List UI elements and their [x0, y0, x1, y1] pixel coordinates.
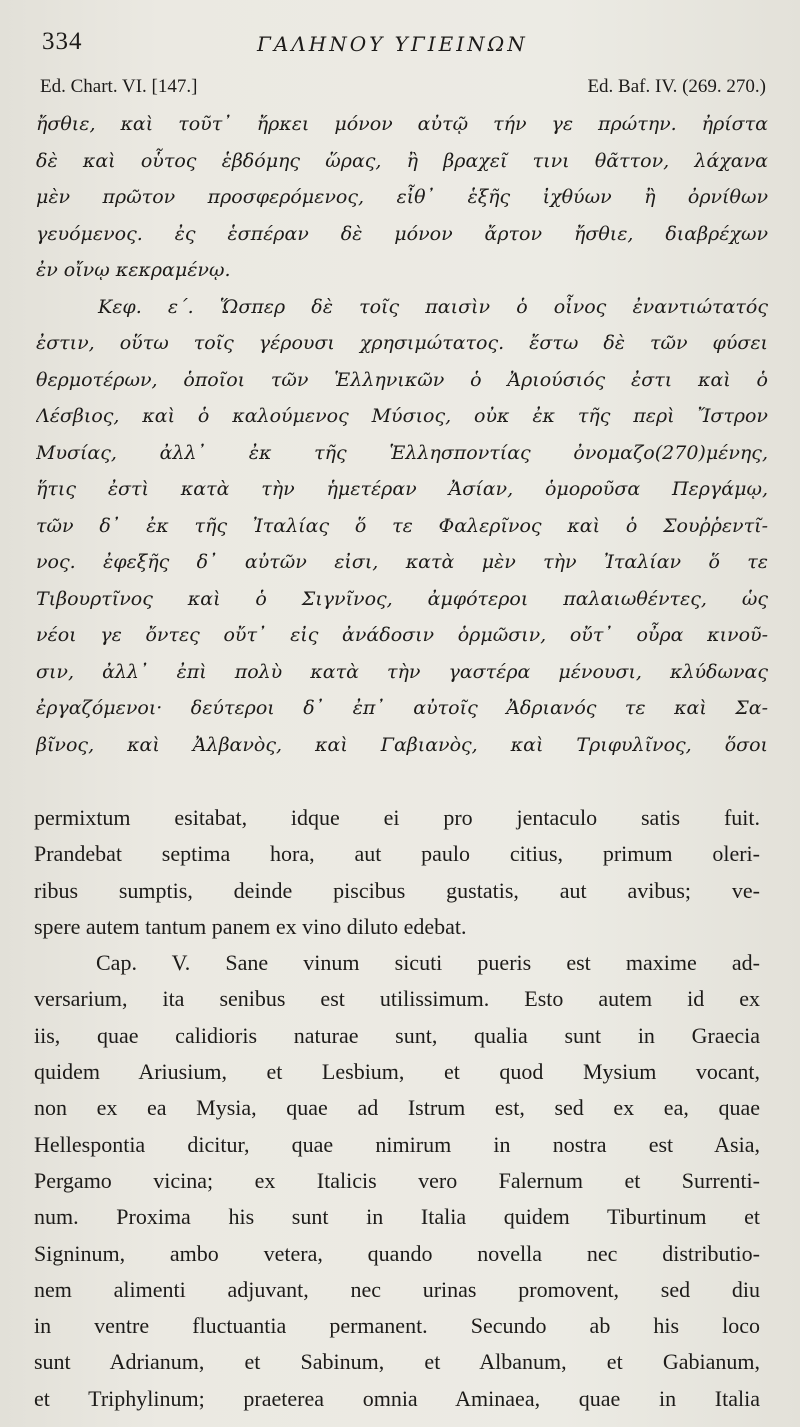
greek-line: νος. ἐφεξῆς δ᾽ αὐτῶν εἰσι, κατὰ μὲν τὴν Ἰταλίαν ὅ τε [36, 551, 768, 573]
latin-line: permixtum esitabat, idque ei pro jentaculo satis fuit. [34, 805, 760, 830]
latin-chapter-start-line: Cap. V. Sane vinum sicuti pueris est maxime ad- [96, 950, 760, 976]
latin-line: Pergamo vicina; ex Italicis vero Falernum et Surrenti- [34, 1167, 760, 1193]
greek-line: βῖνος, καὶ Ἀλβανὸς, καὶ Γαβιανὸς, καὶ Τριφυλῖνος, ὅσοι [36, 733, 768, 756]
greek-line: Λέσβιος, καὶ ὁ καλούμενος Μύσιος, οὐκ ἐκ τῆς περὶ Ἴστρον [36, 405, 768, 427]
greek-line: γευόμενος. ἐς ἑσπέραν δὲ μόνον ἄρτον ἤσθιε, διαβρέχων [36, 222, 768, 245]
latin-line: Hellespontia dicitur, quae nimirum in nostra est Asia, [34, 1131, 760, 1157]
latin-line: num. Proxima his sunt in Italia quidem Tiburtinum et [34, 1204, 760, 1230]
latin-line: non ex ea Mysia, quae ad Istrum est, sed ex ea, quae [34, 1095, 760, 1121]
greek-line: ἤσθιε, καὶ τοῦτ᾽ ἤρκει μόνον αὐτῷ τήν γε πρώτην. ἠρίστα [36, 113, 768, 135]
latin-line: spere autem tantum panem ex vino diluto edebat. [34, 913, 467, 939]
latin-line: iis, quae calidioris naturae sunt, qualia sunt in Graecia [34, 1022, 760, 1048]
greek-line: νέοι γε ὄντες οὔτ᾽ εἰς ἀνάδοσιν ὁρμῶσιν, οὔτ᾽ οὖρα κινοῦ- [36, 624, 768, 646]
greek-text-block [36, 106, 768, 763]
latin-text-block [34, 800, 760, 1417]
greek-chapter-start-line: Κεφ. ε΄. Ὥσπερ δὲ τοῖς παισὶν ὁ οἶνος ἐναντιώτατός [98, 295, 768, 318]
greek-line: τῶν δ᾽ ἐκ τῆς Ἰταλίας ὅ τε Φαλερῖνος καὶ ὁ Σουῤῥεντῖ- [36, 514, 768, 537]
latin-line: versarium, ita senibus est utilissimum. Esto autem id ex [34, 986, 760, 1012]
greek-line: ἐστιν, οὕτω τοῖς γέρουσι χρησιμώτατος. ἔστω δὲ τῶν φύσει [36, 332, 768, 354]
greek-line: μὲν πρῶτον προσφερόμενος, εἶθ᾽ ἑξῆς ἰχθύων ἢ ὀρνίθων [36, 186, 768, 208]
page-header [42, 28, 762, 68]
greek-line: Μυσίας, ἀλλ᾽ ἐκ τῆς Ἑλλησποντίας ὀνομαζο(270)μένης, [36, 441, 768, 464]
greek-line: δὲ καὶ οὗτος ἑβδόμης ὥρας, ἢ βραχεῖ τινι θᾶττον, λάχανα [36, 149, 768, 172]
latin-line: in ventre fluctuantia permanent. Secundo ab his loco [34, 1313, 760, 1339]
latin-line: quidem Ariusium, et Lesbium, et quod Mysium vocant, [34, 1059, 760, 1085]
latin-line: et Triphylinum; praeterea omnia Aminaea, quae in Italia [34, 1385, 760, 1411]
edition-reference [40, 76, 766, 106]
greek-line: σιν, ἀλλ᾽ ἐπὶ πολὺ κατὰ τὴν γαστέρα μένουσι, κλύδωνας [36, 660, 768, 683]
latin-line: sunt Adrianum, et Sabinum, et Albanum, et Gabianum, [34, 1349, 760, 1375]
greek-line: ἐργαζόμενοι· δεύτεροι δ᾽ ἐπ᾽ αὐτοῖς Ἀδριανός τε καὶ Σα- [36, 697, 768, 719]
greek-line: Τιβουρτῖνος καὶ ὁ Σιγνῖνος, ἀμφότεροι παλαιωθέντες, ὡς [36, 587, 768, 610]
latin-line: nem alimenti adjuvant, nec urinas promovent, sed diu [34, 1276, 760, 1302]
greek-line: ἥτις ἐστὶ κατὰ τὴν ἡμετέραν Ἀσίαν, ὁμοροῦσα Περγάμῳ, [36, 478, 768, 500]
latin-line: ribus sumptis, deinde piscibus gustatis, aut avibus; ve- [34, 877, 760, 903]
latin-line: Prandebat septima hora, aut paulo citius, primum oleri- [34, 841, 760, 867]
greek-line: ἐν οἴνῳ κεκραμένῳ. [36, 259, 231, 281]
greek-line: θερμοτέρων, ὁποῖοι τῶν Ἑλληνικῶν ὁ Ἀριούσιός ἐστι καὶ ὁ [36, 368, 768, 391]
page-number: 334 [42, 28, 83, 55]
latin-line: Signinum, ambo vetera, quando novella nec distributio- [34, 1240, 760, 1266]
edition-chart-reference: Ed. Chart. VI. [147.] [40, 76, 198, 97]
running-title: ΓΑΛΗΝΟΥ ΥΓΙΕΙΝΩΝ [257, 32, 528, 56]
edition-basel-reference: Ed. Baf. IV. (269. 270.) [587, 76, 766, 97]
